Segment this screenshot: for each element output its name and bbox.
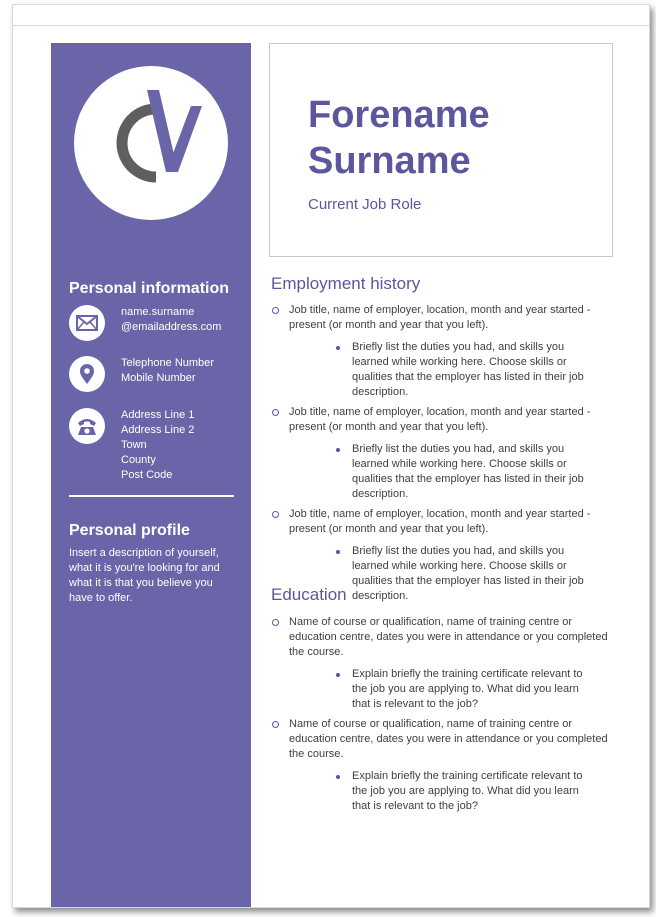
circle-bullet-icon [272,307,279,314]
employment-item [269,303,614,400]
surname: Surname [308,140,471,182]
sidebar-divider [69,495,234,497]
education-heading: Education [271,585,347,604]
top-rule [13,25,649,26]
duties-text: Briefly list the duties you had, and skills you learned while working here. Choose skills or qualities that the employer has listed in their job description. [352,443,584,500]
dot-bullet-icon [336,673,340,677]
education-entry: Name of course or qualification, name of training centre or education centre, dates you were in attendance or you completed the course. [289,616,608,658]
employment-duties [289,442,614,502]
education-details [289,667,614,712]
duties-text: Briefly list the duties you had, and skills you learned while working here. Choose skills or qualities that the employer has listed in their job description. [352,341,584,398]
phone-contact [69,356,244,396]
location-pin-icon [69,356,105,392]
dot-bullet-icon [336,550,340,554]
education-item [269,615,614,712]
address-line: Address Line 2 [121,424,195,436]
dot-bullet-icon [336,448,340,452]
education-item [269,717,614,814]
address-line: Address Line 1 [121,409,195,421]
details-text: Explain briefly the training certificate relevant to the job you are applying to. What did you learn that is relevant to the job? [352,770,583,812]
employment-history-heading: Employment history [271,274,421,293]
employment-list [269,303,614,609]
address-line: Post Code [121,469,173,481]
employment-entry: Job title, name of employer, location, month and year started - present (or month and year that you left). [289,406,591,433]
forename: Forename [308,94,490,136]
name-box [269,43,613,257]
personal-info-heading: Personal information [69,280,230,297]
employment-item [269,405,614,502]
employment-entry: Job title, name of employer, location, month and year started - present (or month and year that you left). [289,304,591,331]
circle-bullet-icon [272,619,279,626]
duties-text: Briefly list the duties you had, and skills you learned while working here. Choose skills or qualities that the employer has listed in their job description. [352,545,584,602]
dot-bullet-icon [336,775,340,779]
job-role: Current Job Role [308,196,422,213]
employment-duties [289,340,614,400]
cv-page [12,4,650,908]
circle-bullet-icon [272,511,279,518]
personal-profile-heading: Personal profile [69,522,190,539]
email-line: name.surname [121,306,195,318]
envelope-icon [69,305,105,341]
address-contact [69,408,244,488]
phone-line: Telephone Number [121,357,214,369]
education-list [269,615,614,819]
cv-logo-icon [74,66,228,220]
education-details [289,769,614,814]
telephone-icon [69,408,105,444]
email-line: @emailaddress.com [121,321,222,333]
personal-profile-text: Insert a description of yourself, what it is you're looking for and what it is that you believe you have to offer. [69,547,220,604]
circle-bullet-icon [272,409,279,416]
employment-entry: Job title, name of employer, location, month and year started - present (or month and year that you left). [289,508,591,535]
sidebar [51,43,251,907]
full-name [308,92,490,184]
email-text [121,305,221,335]
email-contact [69,305,244,345]
details-text: Explain briefly the training certificate relevant to the job you are applying to. What did you learn that is relevant to the job? [352,668,583,710]
education-entry: Name of course or qualification, name of training centre or education centre, dates you were in attendance or you completed the course. [289,718,608,760]
circle-bullet-icon [272,721,279,728]
address-text [121,408,194,483]
address-line: Town [121,439,147,451]
phone-line: Mobile Number [121,372,196,384]
address-line: County [121,454,156,466]
phone-text [121,356,214,386]
dot-bullet-icon [336,346,340,350]
